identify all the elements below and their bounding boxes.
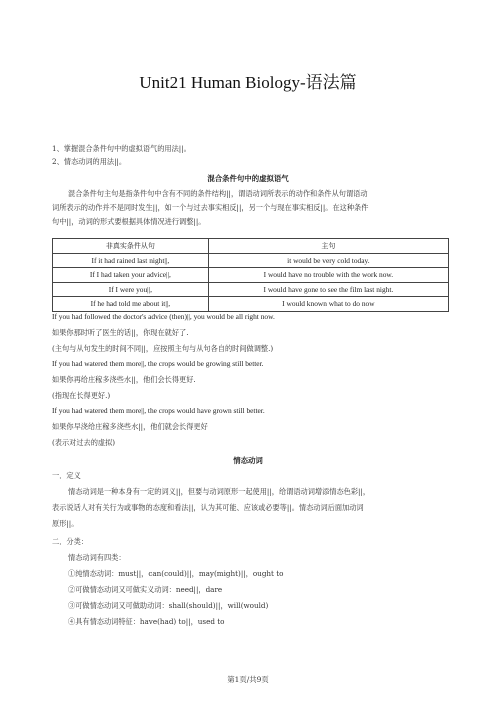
definition-line-1: 情态动词是一种本身有一定的词义||，但要与动词原形一起使用||，给谓语动词增添情态色彩||， — [68, 487, 371, 496]
table-cell: If it had rained last night||, — [53, 253, 209, 268]
intro-line-2: 词所表示的动作并不是同时发生||，如一个与过去事实相反||，另一个与现在事实相反||。在这种条件 — [52, 203, 369, 212]
example-zh-3: 如果你早浇给庄稼多浇些水||，他们就会长得更好 — [52, 422, 208, 431]
table-row — [53, 297, 449, 312]
example-en-1: If you had followed the doctor's advice (then)||, you would be all right now. — [52, 312, 275, 321]
classification-item-3: ③可做情态动词又可做助动词：shall(should)||，will(would) — [68, 601, 269, 610]
classification-item-2: ②可做情态动词又可做实义动词：need||，dare — [68, 585, 223, 594]
objective-2: 2、情态动词的用法||。 — [52, 157, 127, 166]
example-note-1: (主句与从句发生的时间不同||，应按照主句与从句各自的时间做调整.) — [52, 344, 274, 353]
table-row — [53, 253, 449, 268]
table-row — [53, 282, 449, 297]
page-footer: 第1页/共9页 — [227, 675, 269, 684]
classification-title: 二．分类： — [52, 537, 88, 546]
table-header-main: 主句 — [208, 239, 448, 254]
intro-line-1: 混合条件句主句是指条件句中含有不同的条件结构||，谓语动词所表示的动作和条件从句谓语动 — [68, 189, 368, 198]
table-cell: If I had taken your advice||, — [53, 268, 209, 283]
table-header-row — [53, 239, 449, 254]
classification-item-4: ④具有情态动词特征：have(had) to||，used to — [68, 617, 225, 626]
example-zh-1: 如果你那时听了医生的话||，你现在就好了. — [52, 328, 189, 337]
definition-title: 一．定义 — [52, 471, 81, 480]
definition-line-2: 表示说话人对有关行为或事物的态度和看法||，认为其可能、应该或必要等||。情态动词后面加动词 — [52, 503, 364, 512]
example-note-2: (指现在长得更好.) — [52, 391, 111, 400]
classification-item-1: ①纯情态动词：must||，can(could)||，may(might)||，ought to — [68, 569, 284, 578]
example-note-3: (表示对过去的虚拟) — [52, 438, 116, 447]
section-heading-mixed-conditionals: 混合条件句中的虚拟语气 — [207, 174, 289, 183]
table-header-condition: 非真实条件从句 — [53, 239, 209, 254]
table-cell: it would be very cold today. — [208, 253, 448, 268]
definition-line-3: 原形||。 — [52, 519, 79, 528]
example-en-2: If you had watered them more||, the crops would be growing still better. — [52, 359, 264, 368]
table-cell: I would have gone to see the film last night. — [208, 282, 448, 297]
objective-1: 1、掌握混合条件句中的虚拟语气的用法||。 — [52, 144, 191, 153]
example-zh-2: 如果你再给庄稼多浇些水||，他们会长得更好. — [52, 375, 196, 384]
table-cell: I would known what to do now — [208, 297, 448, 312]
table-cell: I would have no trouble with the work now. — [208, 268, 448, 283]
table-cell: If I were you||, — [53, 282, 209, 297]
classification-intro: 情态动词有四类： — [68, 553, 126, 562]
section-heading-modal-verbs: 情态动词 — [233, 456, 263, 465]
intro-line-3: 句中||，动词的形式要根据具体情况进行调整||。 — [52, 217, 206, 226]
table-row — [53, 268, 449, 283]
mixed-conditional-table — [52, 238, 449, 312]
example-en-3: If you had watered them more||, the crops would have grown still better. — [52, 406, 265, 415]
page-title: Unit21 Human Biology-语法篇 — [139, 73, 357, 92]
table-cell: If he had told me about it||, — [53, 297, 209, 312]
